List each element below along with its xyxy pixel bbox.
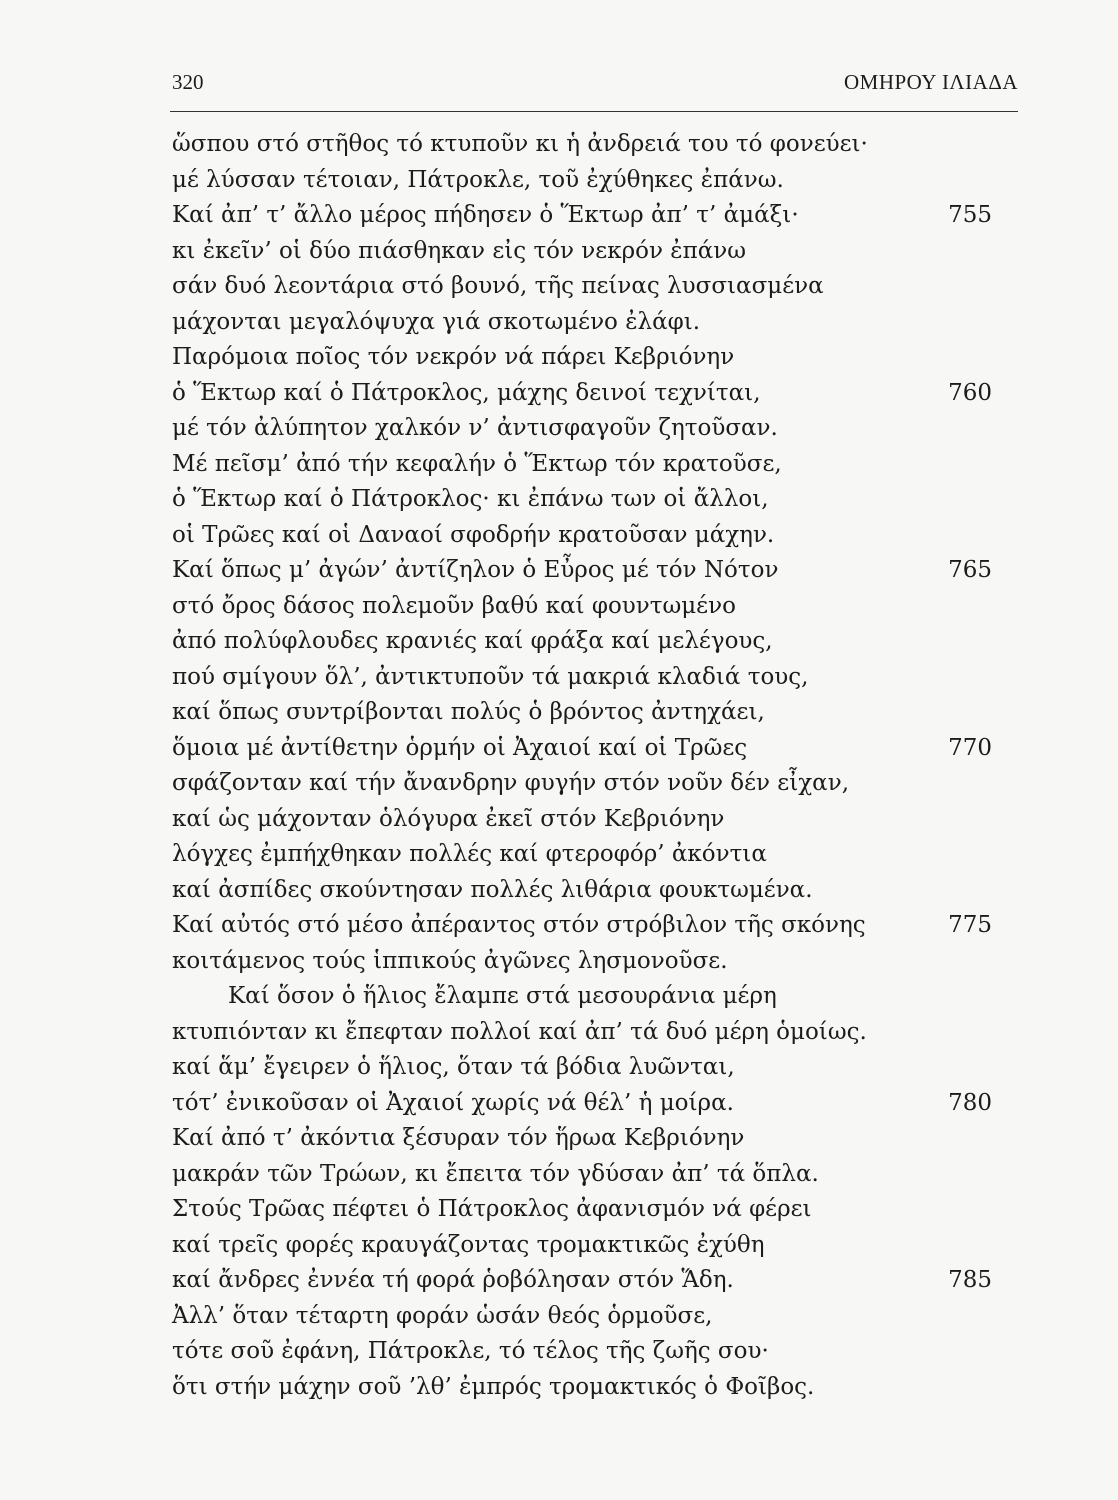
verse-line: [172, 305, 992, 341]
verse-line: [172, 447, 992, 483]
line-number: 770: [948, 734, 992, 761]
verse-text: Μέ πεῖσμ’ ἀπό τήν κεφαλήν ὁ Ἕκτωρ τόν κρατοῦσε,: [172, 450, 782, 477]
verse-line: [172, 660, 992, 696]
verse-line: [172, 589, 992, 625]
page-number: 320: [172, 70, 204, 94]
verse-line: [172, 163, 992, 199]
verse-text: Στούς Τρῶας πέφτει ὁ Πάτροκλος ἀφανισμόν νά φέρει: [172, 1196, 812, 1222]
verse-line: [172, 731, 992, 767]
verse-line: [172, 482, 992, 518]
verse-line: [172, 766, 992, 802]
verse-line: [172, 624, 992, 660]
header-rule: [170, 111, 1018, 112]
verse-text: καί ὅπως συντρίβονται πολύς ὁ βρόντος ἀντηχάει,: [172, 699, 765, 725]
verse-text: Καί ἀπό τ’ ἀκόντια ξέσυραν τόν ἥρωα Κεβριόνην: [172, 1125, 745, 1151]
verse-line: [172, 269, 992, 305]
verse-text: στό ὄρος δάσος πολεμοῦν βαθύ καί φουντωμένο: [172, 592, 736, 619]
verse-text: ὅτι στήν μάχην σοῦ ’λθ’ ἐμπρός τρομακτικός ὁ Φοῖβος.: [172, 1373, 815, 1400]
verse-line: [172, 1192, 992, 1228]
verse-text: Παρόμοια ποῖος τόν νεκρόν νά πάρει Κεβριόνην: [172, 344, 735, 370]
verse-text: κοιτάμενος τούς ἱππικούς ἀγῶνες λησμονοῦσε.: [172, 947, 728, 974]
verse-text: ὁ Ἕκτωρ καί ὁ Πάτροκλος· κι ἐπάνω των οἱ ἄλλοι,: [172, 486, 769, 512]
verse-text: καί τρεῖς φορές κραυγάζοντας τρομακτικῶς ἐχύθη: [172, 1231, 765, 1258]
verse-text: Καί αὐτός στό μέσο ἀπέραντος στόν στρόβιλον τῆς σκόνης: [172, 912, 866, 938]
page-header: [172, 70, 1020, 110]
verse-text: πού σμίγουν ὅλ’, ἀντικτυποῦν τά μακριά κλαδιά τους,: [172, 663, 809, 690]
line-number: 775: [948, 912, 992, 938]
line-number: 780: [948, 1089, 992, 1116]
verse-text: Καί ὅπως μ’ ἀγών’ ἀντίζηλον ὁ Εὖρος μέ τόν Νότον: [172, 557, 779, 583]
verse-line: [172, 340, 992, 376]
verse-line: [172, 376, 992, 412]
verse-text: κτυπιόνταν κι ἔπεφταν πολλοί καί ἀπ’ τά δυό μέρη ὁμοίως.: [172, 1018, 867, 1045]
verse-line: [172, 873, 992, 909]
verse-line: [172, 198, 992, 234]
verse-line: [172, 837, 992, 873]
verse-line: [172, 944, 992, 980]
verse-text: καί ἅμ’ ἔγειρεν ὁ ἥλιος, ὅταν τά βόδια λυῶνται,: [172, 1054, 735, 1080]
verse-line: [172, 1228, 992, 1264]
verse-text: καί ἄνδρες ἐννέα τή φορά ῥοβόλησαν στόν Ἅδη.: [172, 1267, 734, 1293]
verse-text: κι ἐκεῖν’ οἱ δύο πιάσθηκαν εἰς τόν νεκρόν ἐπάνω: [172, 237, 746, 264]
verse-text: λόγχες ἐμπήχθηκαν πολλές καί φτεροφόρ’ ἀκόντια: [172, 841, 767, 867]
verse-line: [172, 1157, 992, 1193]
verse-text: ὁ Ἕκτωρ καί ὁ Πάτροκλος, μάχης δεινοί τεχνίται,: [172, 379, 761, 406]
verse-line: [172, 802, 992, 838]
verse-line: [172, 234, 992, 270]
verse-line: [172, 518, 992, 554]
verse-line: [172, 1121, 992, 1157]
verse-line: [172, 1334, 992, 1370]
verse-line: [172, 1050, 992, 1086]
line-number: 765: [948, 557, 992, 583]
verse-line: [172, 695, 992, 731]
verse-text: ὅμοια μέ ἀντίθετην ὁρμήν οἱ Ἀχαιοί καί οἱ Τρῶες: [172, 734, 748, 761]
verse-text: τότ’ ἐνικοῦσαν οἱ Ἀχαιοί χωρίς νά θέλ’ ἡ μοίρα.: [172, 1089, 734, 1116]
verse-text: μέ τόν ἀλύπητον χαλκόν ν’ ἀντισφαγοῦν ζητοῦσαν.: [172, 415, 778, 441]
verse-text: σφάζονταν καί τήν ἄνανδρην φυγήν στόν νοῦν δέν εἶχαν,: [172, 770, 850, 796]
verse-text: Ἀλλ’ ὅταν τέταρτη φοράν ὡσάν θεός ὁρμοῦσε,: [172, 1302, 713, 1329]
verse-line: [172, 1299, 992, 1335]
verse-line: [172, 979, 992, 1015]
verse-line: [172, 411, 992, 447]
verse-text: σάν δυό λεοντάρια στό βουνό, τῆς πείνας λυσσιασμένα: [172, 273, 824, 299]
verse-text: μάχονται μεγαλόψυχα γιά σκοτωμένο ἐλάφι.: [172, 308, 701, 335]
line-number: 760: [948, 379, 992, 406]
verse-line: [172, 1263, 992, 1299]
verse-line: [172, 127, 992, 163]
verse-text: καί ἀσπίδες σκούντησαν πολλές λιθάρια φουκτωμένα.: [172, 876, 813, 903]
line-number: 755: [948, 202, 992, 228]
verse-line: [172, 908, 992, 944]
verse-text: ὥσπου στό στῆθος τό κτυποῦν κι ἡ ἀνδρειά του τό φονεύει·: [172, 131, 868, 157]
verse-line: [172, 1015, 992, 1051]
verse-text: Καί ἀπ’ τ’ ἄλλο μέρος πήδησεν ὁ Ἕκτωρ ἀπ’ τ’ ἀμάξι·: [172, 202, 799, 228]
line-number: 785: [948, 1267, 992, 1293]
verse-line: [172, 553, 992, 589]
verse-text: ἀπό πολύφλουδες κρανιές καί φράξα καί μελέγους,: [172, 628, 773, 654]
verse-text: καί ὡς μάχονταν ὁλόγυρα ἐκεῖ στόν Κεβριόνην: [172, 805, 725, 832]
verse-text: τότε σοῦ ἐφάνη, Πάτροκλε, τό τέλος τῆς ζωῆς σου·: [172, 1338, 769, 1364]
verse-text: μακράν τῶν Τρώων, κι ἔπειτα τόν γδύσαν ἀπ’ τά ὅπλα.: [172, 1160, 819, 1187]
verse-list: [172, 127, 992, 1405]
verse-text: Καί ὅσον ὁ ἥλιος ἔλαμπε στά μεσουράνια μέρη: [228, 983, 777, 1009]
verse-line: [172, 1086, 992, 1122]
verse-text: οἱ Τρῶες καί οἱ Δαναοί σφοδρήν κρατοῦσαν μάχην.: [172, 521, 775, 548]
verse-text: μέ λύσσαν τέτοιαν, Πάτροκλε, τοῦ ἐχύθηκες ἐπάνω.: [172, 166, 784, 193]
running-title: ΟΜΗΡΟΥ ΙΛΙΑΔΑ: [844, 70, 1018, 94]
verse-line: [172, 1370, 992, 1406]
